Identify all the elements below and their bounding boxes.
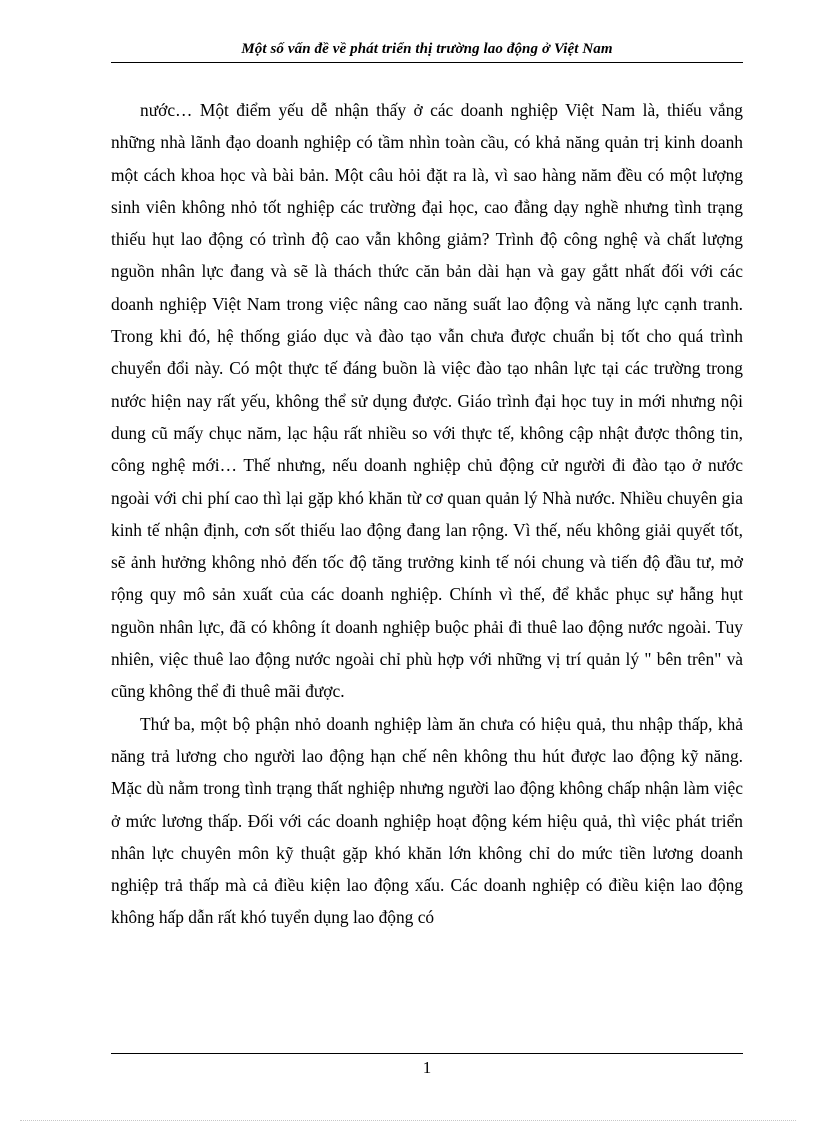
footer-divider <box>111 1053 743 1054</box>
paragraph-continuation: nước… Một điểm yếu dễ nhận thấy ở các doanh nghiệp Việt Nam là, thiếu vắng những nhà lãnh đạo doanh nghiệp có tầm nhìn toàn cầu, có khả năng quản trị kinh doanh một cách khoa học và bài bản. Một câu hỏi đặt ra là, vì sao hàng năm đều có một lượng sinh viên không nhỏ tốt nghiệp các trường đại học, cao đẳng dạy nghề nhưng tình trạng thiếu hụt lao động có trình độ cao vẫn không giảm? Trình độ công nghệ và chất lượng nguồn nhân lực đang và sẽ là thách thức căn bản dài hạn và gay gắtt nhất đối với các doanh nghiệp Việt Nam trong việc nâng cao năng suất lao động và năng lực cạnh tranh. Trong khi đó, hệ thống giáo dục và đào tạo vẫn chưa được chuẩn bị tốt cho quá trình chuyển đổi này. Có một thực tế đáng buồn là việc đào tạo nhân lực tại các trường trong nước hiện nay rất yếu, không thể sử dụng được. Giáo trình đại học tuy in mới nhưng nội dung cũ mấy chục năm, lạc hậu rất nhiều so với thực tế, không cập nhật được thông tin, công nghệ mới… Thế nhưng, nếu doanh nghiệp chủ động cử người đi đào tạo ở nước ngoài với chi phí cao thì lại gặp khó khăn từ cơ quan quản lý Nhà nước. Nhiều chuyên gia kinh tế nhận định, cơn sốt thiếu lao động đang lan rộng. Vì thế, nếu không giải quyết tốt, sẽ ảnh hưởng không nhỏ đến tốc độ tăng trưởng kinh tế nói chung và tiến độ đầu tư, mở rộng quy mô sản xuất của các doanh nghiệp. Chính vì thế, để khắc phục sự hẫng hụt nguồn nhân lực, đã có không ít doanh nghiệp buộc phải đi thuê lao động nước ngoài. Tuy nhiên, việc thuê lao động nước ngoài chỉ phù hợp với những vị trí quản lý " bên trên" và cũng không thể đi thuê mãi được. <box>111 100 743 702</box>
running-header: Một số vấn đề về phát triển thị trường lao động ở Việt Nam <box>241 41 613 57</box>
page-bottom-edge <box>20 1120 796 1121</box>
paragraph-third-point: Thứ ba, một bộ phận nhỏ doanh nghiệp làm ăn chưa có hiệu quả, thu nhập thấp, khả năng trả lương cho người lao động hạn chế nên không thu hút được lao động kỹ năng. Mặc dù nằm trong tình trạng thất nghiệp nhưng người lao động không chấp nhận làm việc ở mức lương thấp. Đối với các doanh nghiệp hoạt động kém hiệu quả, thì việc phát triển nhân lực chuyên môn kỹ thuật gặp khó khăn lớn không chỉ do mức tiền lương doanh nghiệp trả thấp mà cả điều kiện lao động xấu. Các doanh nghiệp có điều kiện lao động không hấp dẫn rất khó tuyển dụng lao động có <box>111 713 743 928</box>
page-number: 1 <box>422 1058 432 1077</box>
header-divider <box>111 62 743 63</box>
body-text <box>111 94 743 934</box>
